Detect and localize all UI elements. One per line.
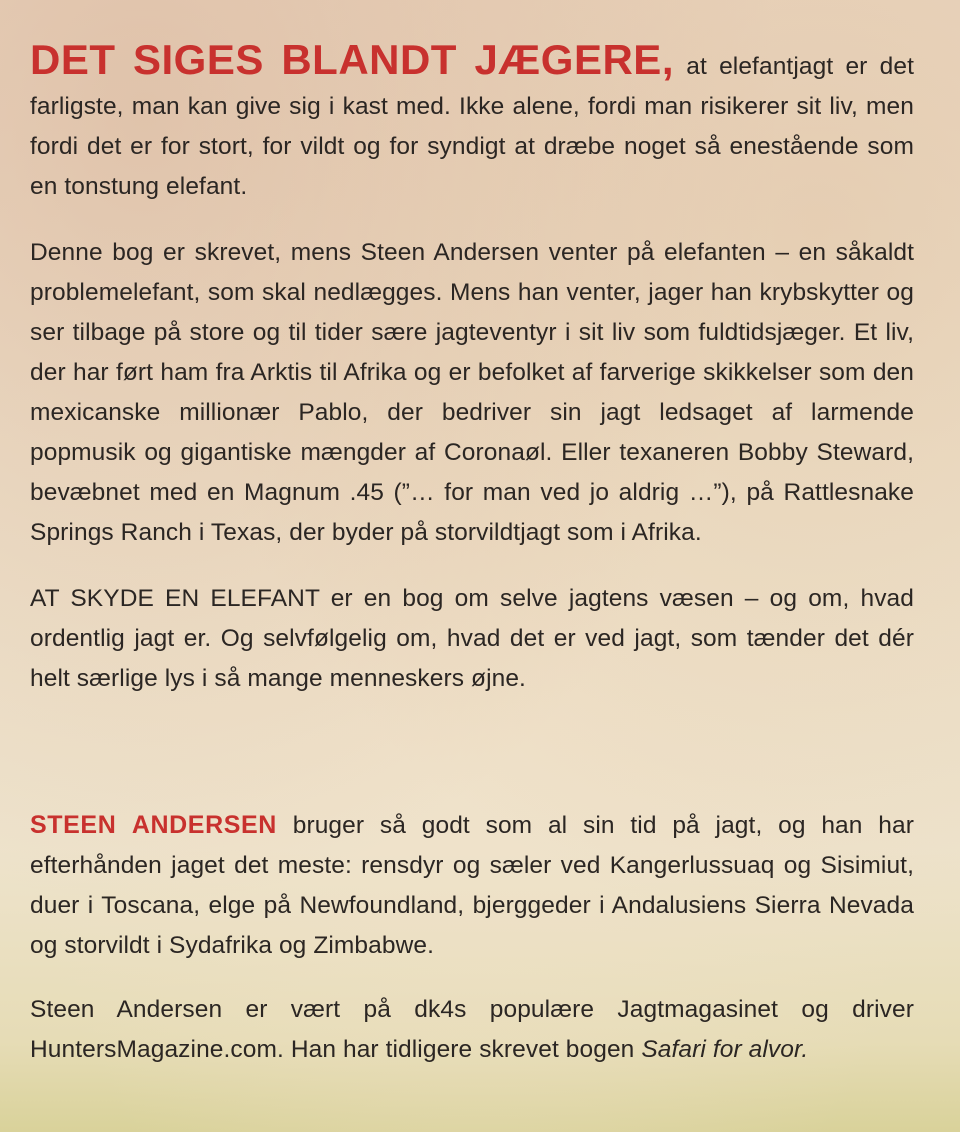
author-name: STEEN ANDERSEN [30,811,277,839]
intro-text: at elefantjagt er det farligste, man kan give sig i kast med. Ikke alene, fordi man risikerer sit liv, men fordi det er for stort, for vildt og for syndigt at dræbe noget så enestående som en tonstung elefant. [30,53,914,200]
synopsis-paragraph: Denne bog er skrevet, mens Steen Andersen venter på elefanten – en såkaldt problemelefant, som skal nedlægges. Mens han venter, jager han krybskytter og ser tilbage på store og til tider sære jagteventyr i sit liv som fuldtidsjæger. Et liv, der har ført ham fra Arktis til Afrika og er befolket af farverige skikkelser som den mexicanske millionær Pablo, der bedriver sin jagt ledsaget af larmende popmusik og gigantiske mængder af Coronaøl. Eller texaneren Bobby Steward, bevæbnet med en Magnum .45 (”… for man ved jo aldrig …”), på Rattlesnake Springs Ranch i Texas, der byder på storvildtjagt som i Afrika. [30,239,914,546]
headline: DET SIGES BLANDT JÆGERE, [30,36,674,83]
author-bio-text: bruger så godt som al sin tid på jagt, og han har efterhånden jaget det meste: rensdyr og sæler ved Kangerlussuaq og Sisimiut, duer i Toscana, elge på Newfoundland, bjerggeder i Andalusiens Sierra Nevada og storvildt i Sydafrika og Zimbabwe. [30,812,914,959]
author-credits-text: Steen Andersen er vært på dk4s populære Jagtmagasinet og driver HuntersMagazine.com. Han har tidligere skrevet bogen [30,996,914,1063]
theme-paragraph: AT SKYDE EN ELEFANT er en bog om selve jagtens væsen – og om, hvad ordentlig jagt er. Og selvfølgelig om, hvad det er ved jagt, som tænder det dér helt særlige lys i så mange menneskers øjne. [30,585,914,692]
intro-paragraph [30,36,914,207]
author-credits-paragraph [30,990,914,1070]
previous-book-title: Safari for alvor. [641,1036,809,1063]
back-cover-text [30,36,914,1070]
author-bio-paragraph [30,805,914,966]
